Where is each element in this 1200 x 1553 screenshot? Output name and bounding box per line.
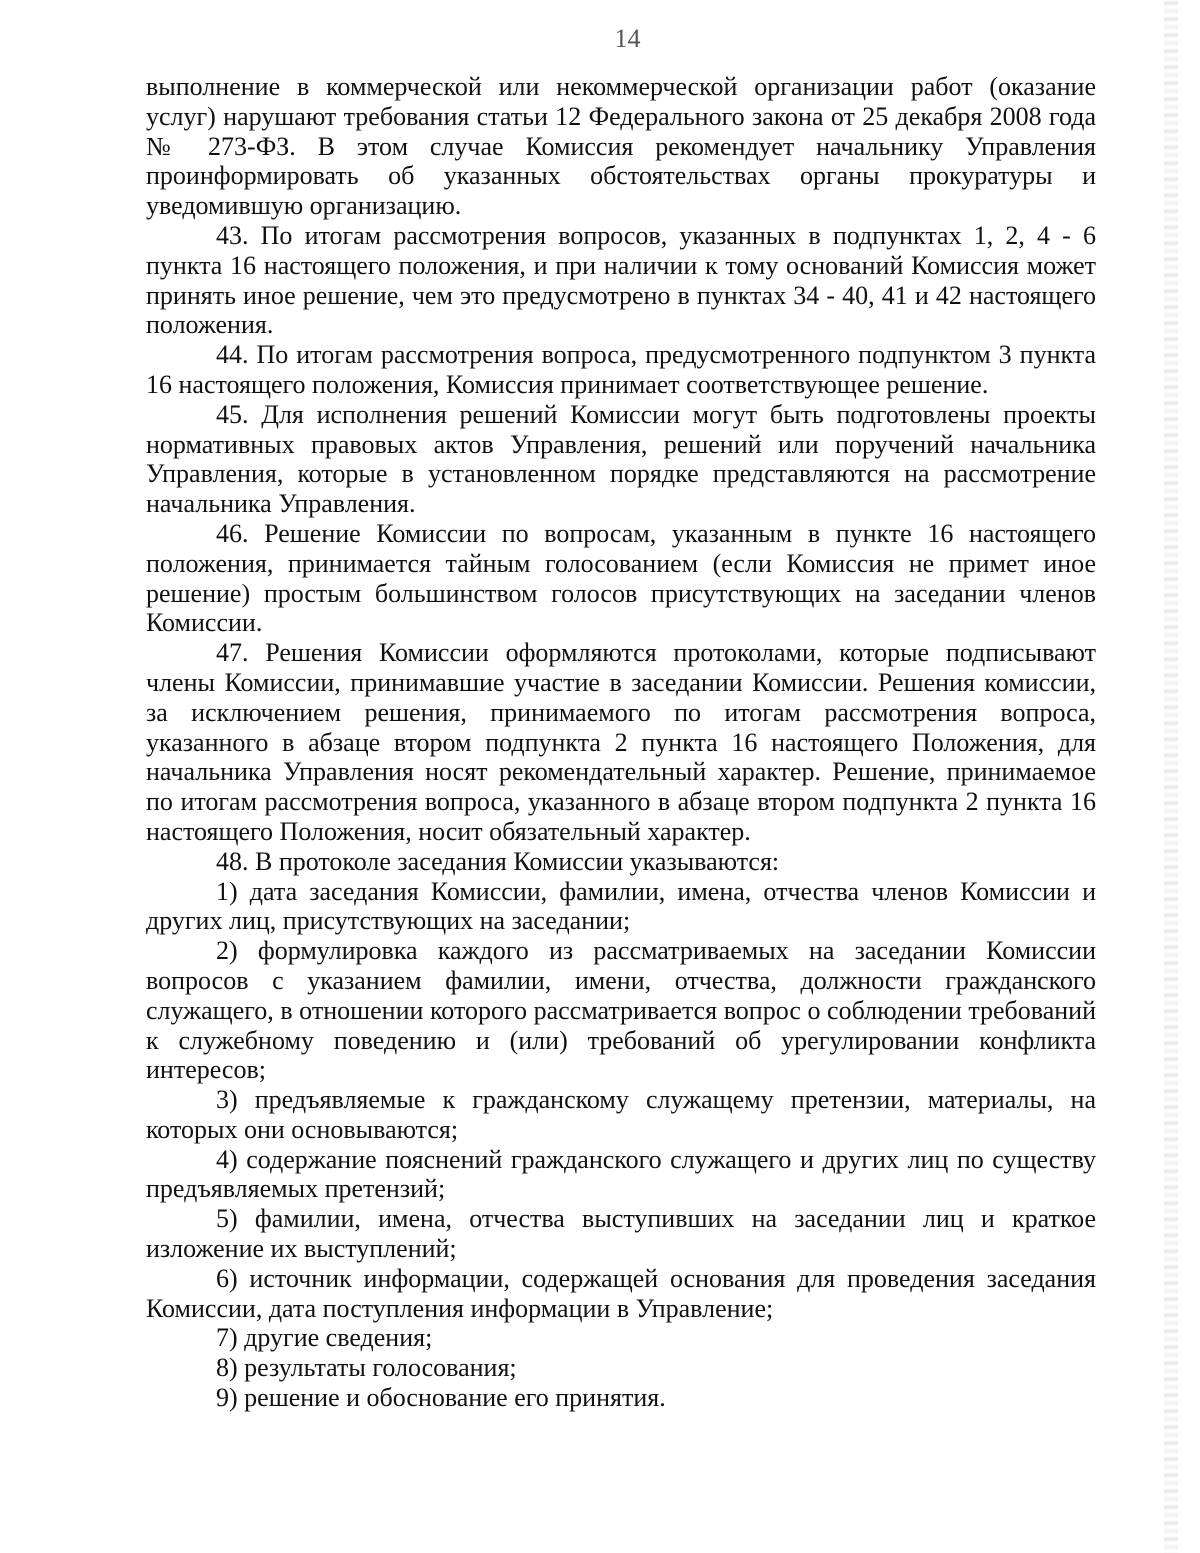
list-item-7: 7) другие сведения; bbox=[216, 1323, 433, 1353]
scan-edge-artifact bbox=[1164, 0, 1178, 1553]
paragraph-43: 43. По итогам рассмотрения вопросов, указанных в подпунктах 1, 2, 4 - 6 пункта 16 настоящего положения, и при наличии к тому оснований Комиссия может принять иное решение, чем это предусмотрено в пунктах 34 - 40, 41 и 42 настоящего положения. bbox=[146, 220, 1096, 340]
paragraph-46: 46. Решение Комиссии по вопросам, указанным в пункте 16 настоящего положения, принимается тайным голосованием (если Комиссия не примет иное решение) простым большинством голосов присутствующих на заседании членов Комиссии. bbox=[146, 518, 1096, 638]
document-body bbox=[146, 72, 1096, 1413]
list-item-6: 6) источник информации, содержащей основания для проведения заседания Комиссии, дата поступления информации в Управление; bbox=[146, 1263, 1096, 1323]
list-item-4: 4) содержание пояснений гражданского служащего и других лиц по существу предъявляемых претензий; bbox=[146, 1144, 1096, 1204]
paragraph-48: 48. В протоколе заседания Комиссии указываются: bbox=[216, 846, 780, 876]
paragraph-47: 47. Решения Комиссии оформляются протоколами, которые подписывают члены Комиссии, принимавшие участие в заседании Комиссии. Решения комиссии, за исключением решения, принимаемого по итогам рассмотрения вопроса, указанного в абзаце втором подпункта 2 пункта 16 настоящего Положения, для начальника Управления носят рекомендательный характер. Решение, принимаемое по итогам рассмотрения вопроса, указанного в абзаце втором подпункта 2 пункта 16 настоящего Положения, носит обязательный характер. bbox=[146, 638, 1096, 846]
list-item-5: 5) фамилии, имена, отчества выступивших на заседании лиц и краткое изложение их выступлений; bbox=[146, 1204, 1096, 1264]
paragraph-45: 45. Для исполнения решений Комиссии могут быть подготовлены проекты нормативных правовых актов Управления, решений или поручений начальника Управления, которые в установленном порядке представляются на рассмотрение начальника Управления. bbox=[146, 399, 1096, 519]
list-item-3: 3) предъявляемые к гражданскому служащему претензии, материалы, на которых они основываются; bbox=[146, 1085, 1096, 1144]
list-item-8: 8) результаты голосования; bbox=[216, 1353, 517, 1383]
paragraph-continuation: выполнение в коммерческой или некоммерческой организации работ (оказание услуг) нарушают требования статьи 12 Федерального закона от 25 декабря 2008 года № 273-ФЗ. В этом случае Комиссия рекомендует начальнику Управления проинформировать об указанных обстоятельствах органы прокуратуры и уведомившую организацию. bbox=[146, 72, 1096, 221]
list-item-2: 2) формулировка каждого из рассматриваемых на заседании Комиссии вопросов с указанием фамилии, имени, отчества, должности гражданского служащего, в отношении которого рассматривается вопрос о соблюдении требований к служебному поведению и (или) требований об урегулировании конфликта интересов; bbox=[146, 936, 1096, 1085]
paragraph-44: 44. По итогам рассмотрения вопроса, предусмотренного подпунктом 3 пункта 16 настоящего положения, Комиссия принимает соответствующее решение. bbox=[146, 340, 1096, 399]
list-item-9: 9) решение и обоснование его принятия. bbox=[216, 1383, 666, 1413]
list-item-1: 1) дата заседания Комиссии, фамилии, имена, отчества членов Комиссии и других лиц, присутствующих на заседании; bbox=[146, 876, 1096, 936]
page-number: 14 bbox=[614, 24, 641, 53]
